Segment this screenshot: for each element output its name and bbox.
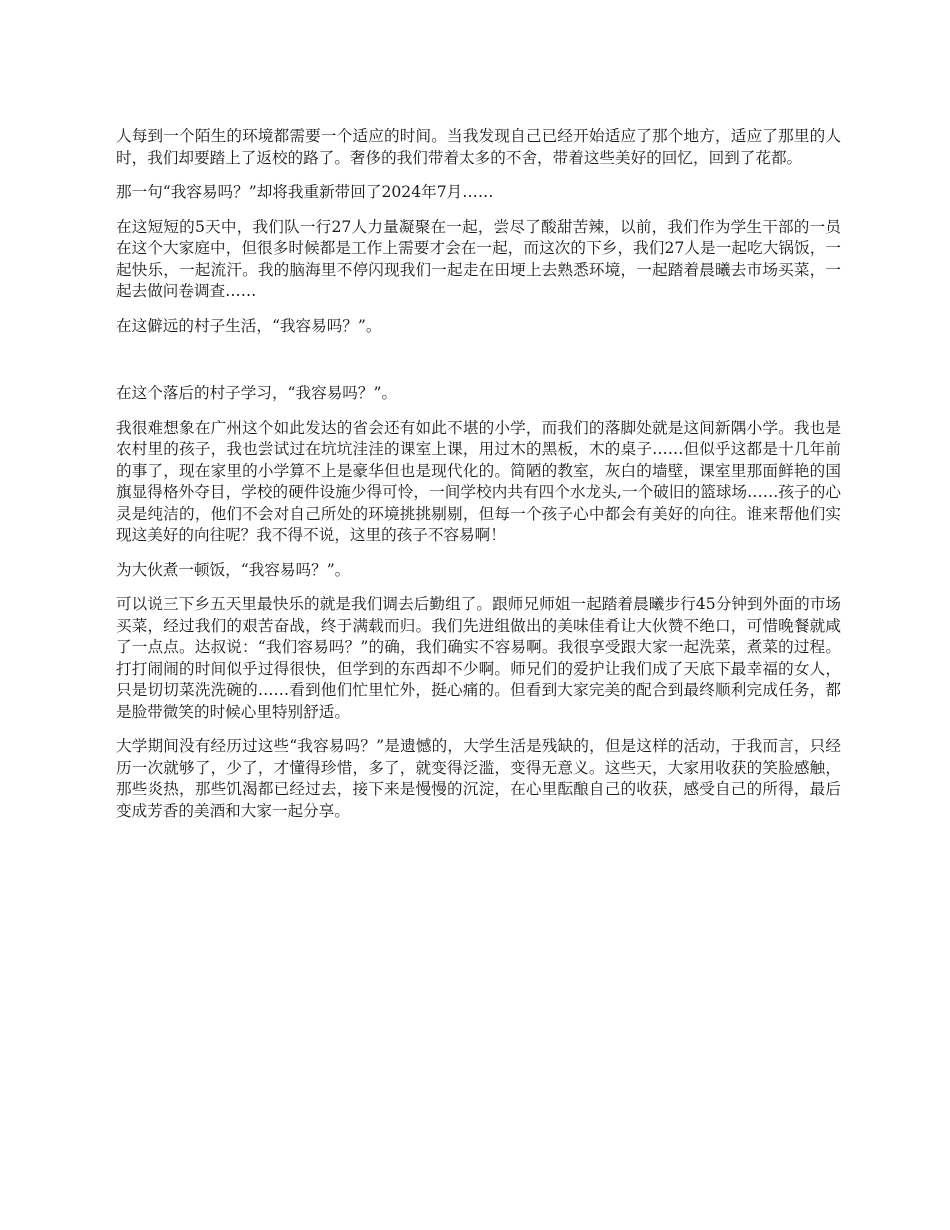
paragraph-logistics: 可以说三下乡五天里最快乐的就是我们调去后勤组了。跟师兄师姐一起踏着晨曦步行45分钟到外面的市场买菜，经过我们的艰苦奋战，终于满载而归。我们先进组做出的美味佳肴让大伙赞不绝口，可惜晚餐就咸了一点点。达叔说：“我们容易吗？”的确，我们确实不容易啊。我很享受跟大家一起洗菜，煮菜的过程。打打闹闹的时间似乎过得很快，但学到的东西却不少啊。师兄们的爱护让我们成了天底下最幸福的女人，只是切切菜洗洗碗的……看到他们忙里忙外，挺心痛的。但看到大家完美的配合到最终顺利完成任务，都是脸带微笑的时候心里特别舒适。 [116,595,841,721]
document-body [116,126,841,835]
paragraph-village-study: 在这个落后的村子学习，“我容易吗？”。 [116,384,398,402]
paragraph-cooking-heading: 为大伙煮一顿饭，“我容易吗？”。 [116,560,351,579]
paragraph-reflection: 大学期间没有经历过这些“我容易吗？”是遗憾的，大学生活是残缺的，但是这样的活动，于我而言，只经历一次就够了，少了，才懂得珍惜，多了，就变得泛滥，变得无意义。这些天，大家用收获的笑脸感触，那些炎热，那些饥渴都已经过去，接下来是慢慢的沉淀，在心里酝酿自己的收获，感受自己的所得，最后变成芳香的美酒和大家一起分享。 [116,737,841,820]
paragraph-school: 我很难想象在广州这个如此发达的省会还有如此不堪的小学，而我们的落脚处就是这间新隅小学。我也是农村里的孩子，我也尝试过在坑坑洼洼的课室上课，用过木的黑板，木的桌子……但似乎这都是十几年前的事了，现在家里的小学算不上是豪华但也是现代化的。简陋的教室，灰白的墙壁，课室里那面鲜艳的国旗显得格外夺目，学校的硬件设施少得可怜，一间学校内共有四个水龙头,一个破旧的篮球场……孩子的心灵是纯洁的，他们不会对自己所处的环境挑挑剔剔，但每一个孩子心中都会有美好的向往。谁来帮他们实现这美好的向往呢？我不得不说，这里的孩子不容易啊！ [116,418,841,544]
paragraph-intro: 人每到一个陌生的环境都需要一个适应的时间。当我发现自己已经开始适应了那个地方，适应了那里的人时，我们却要踏上了返校的路了。奢侈的我们带着太多的不舍，带着这些美好的回忆，回到了花都。 [116,127,841,167]
paragraph-village-life: 在这僻远的村子生活，“我容易吗？”。 [116,316,382,335]
paragraph-five-days: 在这短短的5天中，我们队一行27人力量凝聚在一起，尝尽了酸甜苦辣，以前，我们作为学生干部的一员在这个大家庭中，但很多时候都是工作上需要才会在一起，而这次的下乡，我们27人是一起吃大锅饭，一起快乐，一起流汗。我的脑海里不停闪现我们一起走在田埂上去熟悉环境，一起踏着晨曦去市场买菜，一起去做问卷调查…… [116,217,841,300]
paragraph-flashback: 那一句“我容易吗？”却将我重新带回了2024年7月…… [116,183,494,201]
